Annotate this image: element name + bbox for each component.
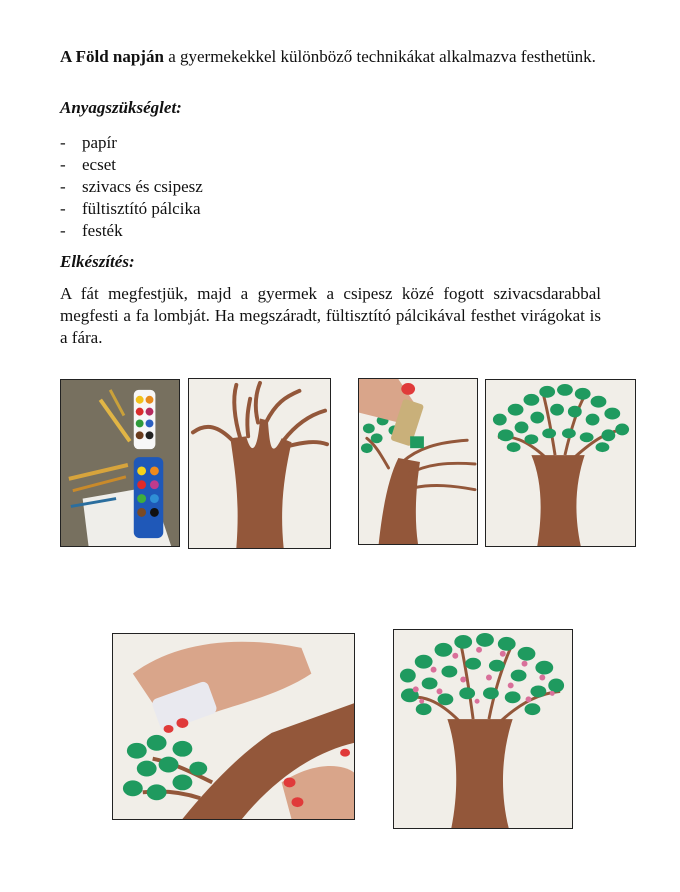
bullet-dash: -	[60, 133, 66, 152]
list-item	[60, 154, 203, 176]
list-item-text: ecset	[82, 155, 116, 174]
list-item	[60, 132, 203, 154]
intro-bold: A Föld napján	[60, 47, 164, 66]
trunk-photo	[188, 378, 331, 549]
list-item-text: papír	[82, 133, 117, 152]
bullet-dash: -	[60, 155, 66, 174]
hand-sponge-photo	[112, 633, 355, 820]
method-paragraph: A fát megfestjük, majd a gyermek a csipesz közé fogott szivacsdarabbal megfesti a fa lombját. Ha megszáradt, fültisztító pálcikával festhet virágokat is a fára.	[60, 284, 601, 347]
list-item-text: fültisztító pálcika	[82, 199, 201, 218]
list-item-text: szivacs és csipesz	[82, 177, 203, 196]
green-tree-photo	[485, 379, 636, 547]
flower-tree-photo	[393, 629, 573, 829]
bullet-dash: -	[60, 221, 66, 240]
materials-heading: Anyagszükséglet:	[60, 98, 182, 117]
intro-paragraph	[60, 46, 601, 68]
bullet-dash: -	[60, 199, 66, 218]
sponge-photo	[358, 378, 478, 545]
bullet-dash: -	[60, 177, 66, 196]
method-heading: Elkészítés:	[60, 252, 135, 271]
list-item-text: festék	[82, 221, 123, 240]
intro-text: a gyermekekkel különböző technikákat alkalmazva festhetünk.	[163, 47, 596, 66]
list-item	[60, 176, 203, 198]
list-item	[60, 198, 203, 220]
materials-list	[60, 132, 203, 242]
list-item	[60, 220, 203, 242]
materials-photo	[60, 379, 180, 547]
